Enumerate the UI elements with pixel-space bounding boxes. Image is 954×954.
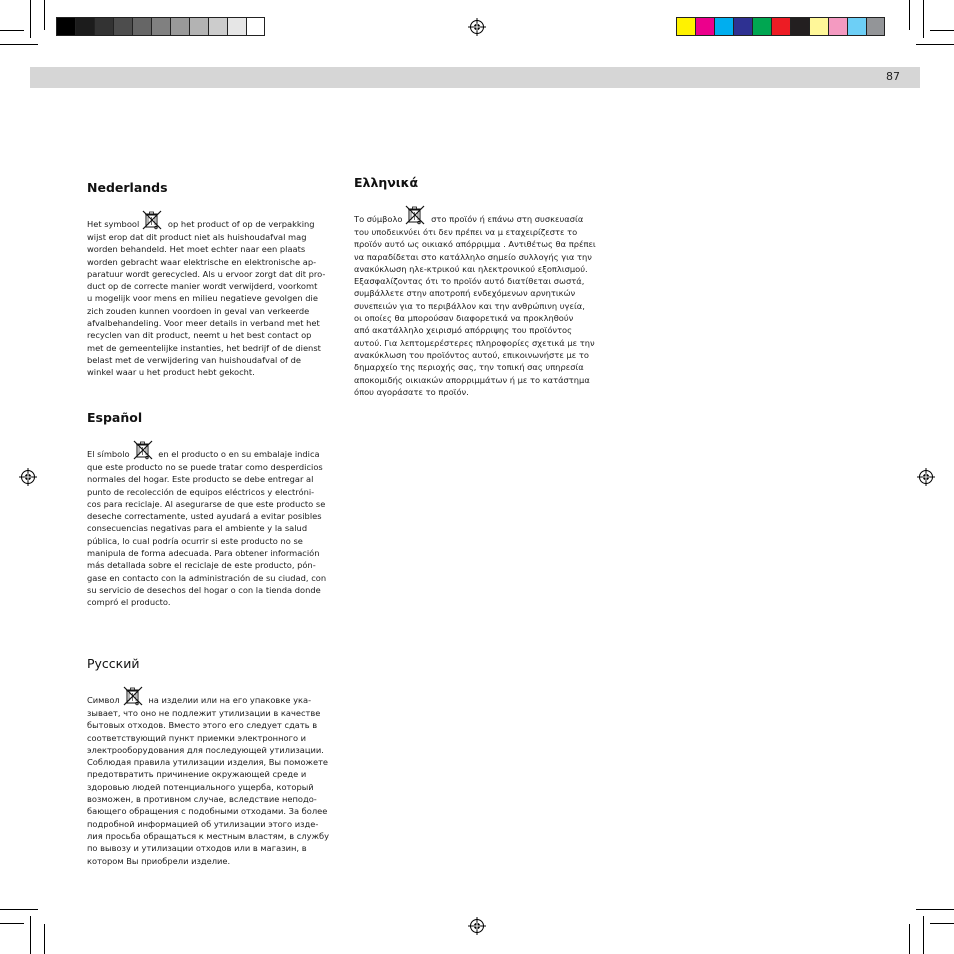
color-swatch bbox=[790, 17, 809, 36]
process-color-bar bbox=[676, 17, 885, 36]
crop-mark bbox=[30, 0, 31, 38]
body-text: на изделии или на его упаковке ука- зывает, что оно не подлежит утилизации в качестве бытовых отходов. Вместо этого его следует сдать в соответствующий пункт приемки электронного и электрооборудования для последующей утилизации. Соблюдая правила утилизации изделия, Вы поможете предотвратить причинение окружающей среде и здоровью людей потенциального ущерба, который возможен, в противном случае, вследствие неподо- бающего обращения с подобными отходами. За более подробной информацией об утилизации этого изде- лия просьба обращаться к местным властям, в службу по вывозу и утилизации отходов или в магазин, в котором Вы приобрели изделие. bbox=[87, 695, 330, 866]
section-body bbox=[354, 204, 604, 398]
color-swatch bbox=[771, 17, 790, 36]
crop-mark bbox=[923, 0, 924, 38]
color-swatch bbox=[847, 17, 866, 36]
crop-mark bbox=[44, 0, 45, 30]
section-title: Español bbox=[87, 410, 143, 425]
color-swatch bbox=[809, 17, 828, 36]
color-swatch bbox=[208, 17, 227, 36]
color-swatch bbox=[733, 17, 752, 36]
body-lead: El símbolo bbox=[87, 449, 130, 459]
crossed-out-wheelie-bin-icon bbox=[404, 204, 426, 226]
crop-mark bbox=[916, 909, 954, 910]
color-swatch bbox=[151, 17, 170, 36]
crossed-out-wheelie-bin-icon bbox=[122, 685, 144, 707]
body-text: op het product of op de verpakking wijst erop dat dit product niet als huishoudafval mag worden behandeld. Het moet echter naar een plaats worden gebracht waar elektrische en elektronische ap- paratuur wordt gerecycled. Als u ervoor zorgt dat dit pro- duct op de correcte manier wordt verwijderd, voorkomt u mogelijk voor mens en milieu negatieve gevolgen die zich zouden kunnen voordoen in geval van verkeerde afvalbehandeling. Voor meer details in verband met het recyclen van dit product, neemt u het best contact op met de gemeentelijke instanties, het bedrijf of de dienst belast met de verwijdering van huishoudafval of de winkel waar u het product hebt gekocht. bbox=[87, 219, 326, 378]
crop-mark bbox=[0, 30, 24, 31]
section-title: Nederlands bbox=[87, 180, 168, 195]
crossed-out-wheelie-bin-icon bbox=[132, 439, 154, 461]
body-lead: Символ bbox=[87, 695, 120, 705]
crop-mark bbox=[44, 924, 45, 954]
crop-mark bbox=[0, 44, 38, 45]
registration-mark-icon bbox=[19, 468, 37, 486]
registration-mark-icon bbox=[917, 468, 935, 486]
section-title: Ελληνικά bbox=[354, 175, 419, 190]
body-text: στο προϊόν ή επάνω στη συσκευασία του υποδεικνύει ότι δεν πρέπει να μ εταχειρίζεστε το προϊόν αυτό ως οικιακό απόρριμμα . Αντιθέτως θα πρέπει να παραδίδεται στο κατάλληλο σημείο συλλογής για την ανακύκλωση ηλε-κτρικού και ηλεκτρονικού εξοπλισμού. Εξασφαλίζοντας ότι το προϊόν αυτό διατίθεται σωστά, συμβάλλετε στην αποτροπή ενδεχόμενων αρνητικών συνεπειών για το περιβάλλον και την ανθρώπινη υγεία, οι οποίες θα μπορούσαν διαφορετικά να προκληθούν από ακατάλληλο χειρισμό απόρριψης του προϊόντος αυτού. Για λεπτομερέστερες πληροφορίες σχετικά με την ανακύκλωση του προϊόντος αυτού, επικοινωνήστε με το δημαρχείο της περιοχής σας, την τοπική σας υπηρεσία αποκομιδής οικιακών απορριμμάτων ή με το κατάστημα όπου αγοράσατε το προϊόν. bbox=[354, 214, 596, 397]
section-title: Русский bbox=[87, 656, 140, 671]
color-swatch bbox=[695, 17, 714, 36]
color-swatch bbox=[828, 17, 847, 36]
crop-mark bbox=[909, 924, 910, 954]
section-body bbox=[87, 209, 337, 379]
body-lead: Het symbool bbox=[87, 219, 140, 229]
crop-mark bbox=[0, 909, 38, 910]
crop-mark bbox=[930, 30, 954, 31]
section-espanol bbox=[87, 410, 337, 609]
crop-mark bbox=[30, 916, 31, 954]
registration-mark-icon bbox=[468, 18, 486, 36]
color-swatch bbox=[113, 17, 132, 36]
section-body bbox=[87, 685, 337, 867]
section-russian bbox=[87, 656, 337, 867]
color-swatch bbox=[866, 17, 885, 36]
section-greek bbox=[354, 175, 604, 398]
color-swatch bbox=[75, 17, 94, 36]
color-swatch bbox=[246, 17, 265, 36]
crop-mark bbox=[0, 923, 24, 924]
crossed-out-wheelie-bin-icon bbox=[141, 209, 163, 231]
crop-mark bbox=[916, 44, 954, 45]
crop-mark bbox=[909, 0, 910, 30]
header-band bbox=[30, 67, 920, 88]
color-swatch bbox=[170, 17, 189, 36]
body-lead: Το σύμβολο bbox=[354, 214, 403, 224]
section-nederlands bbox=[87, 180, 337, 379]
crop-mark bbox=[923, 916, 924, 954]
color-swatch bbox=[94, 17, 113, 36]
grayscale-color-bar bbox=[56, 17, 265, 36]
section-body bbox=[87, 439, 337, 609]
page-number: 87 bbox=[886, 70, 900, 83]
color-swatch bbox=[132, 17, 151, 36]
color-swatch bbox=[752, 17, 771, 36]
body-text: en el producto o en su embalaje indica que este producto no se puede tratar como desperdicios normales del hogar. Este producto se debe entregar al punto de recolección de equipos eléctricos y electróni- cos para reciclaje. Al asegurarse de que este producto se deseche correctamente, usted ayudará a evitar posibles consecuencias negativas para el ambiente y la salud pública, lo cual podría ocurrir si este producto no se manipula de forma adecuada. Para obtener información más detallada sobre el reciclaje de este producto, pón- gase en contacto con la administración de su ciudad, con su servicio de desechos del hogar o con la tienda donde compró el producto. bbox=[87, 449, 327, 608]
color-swatch bbox=[676, 17, 695, 36]
color-swatch bbox=[714, 17, 733, 36]
crop-mark bbox=[930, 923, 954, 924]
color-swatch bbox=[227, 17, 246, 36]
registration-mark-icon bbox=[468, 917, 486, 935]
color-swatch bbox=[56, 17, 75, 36]
color-swatch bbox=[189, 17, 208, 36]
